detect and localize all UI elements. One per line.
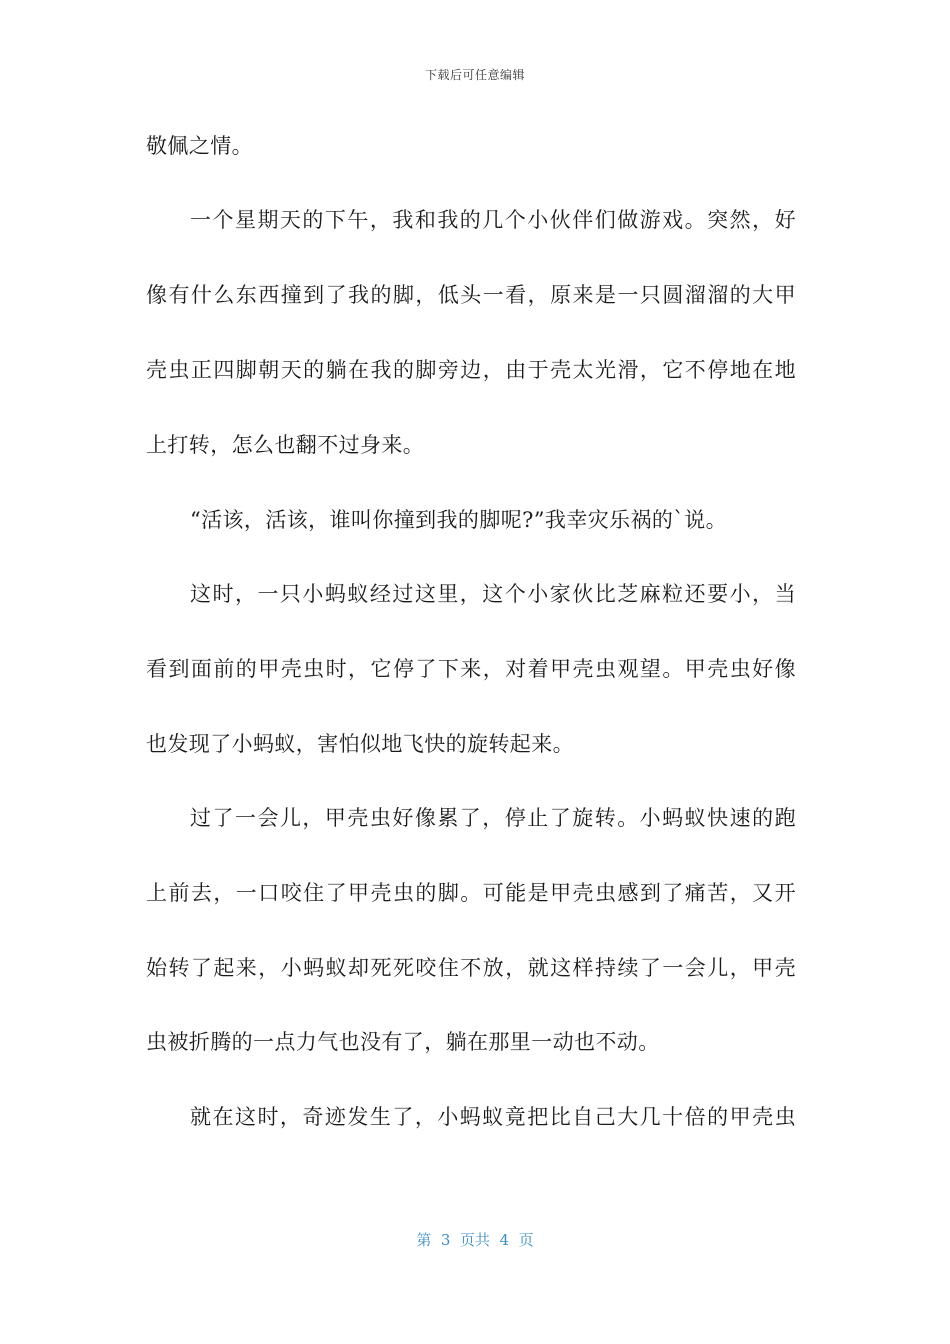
page-header: 下载后可任意编辑 [424,68,525,82]
text-line: 上打转，怎么也翻不过身来。 [146,433,425,457]
text-line: 像有什么东西撞到了我的脚，低头一看，原来是一只圆溜溜的大甲 [146,283,796,307]
text-line: 看到面前的甲壳虫时，它停了下来，对着甲壳虫观望。甲壳虫好像 [146,657,796,681]
text-line: 就在这时，奇迹发生了，小蚂蚁竟把比自己大几十倍的甲壳虫 [190,1105,796,1129]
text-line: 始转了起来，小蚂蚁却死死咬住不放，就这样持续了一会儿，甲壳 [146,956,796,980]
page-number-footer: 第 3 页共 4 页 [416,1231,534,1249]
text-line: 上前去，一口咬住了甲壳虫的脚。可能是甲壳虫感到了痛苦，又开 [146,881,796,905]
text-line: 过了一会儿，甲壳虫好像累了，停止了旋转。小蚂蚁快速的跑 [190,806,796,830]
text-line: 一个星期天的下午，我和我的几个小伙伴们做游戏。突然，好 [190,208,796,232]
text-line: “活该，活该，谁叫你撞到我的脚呢?”我幸灾乐祸的`说。 [190,508,728,532]
text-line: 虫被折腾的一点力气也没有了，躺在那里一动也不动。 [146,1030,660,1054]
text-line: 这时，一只小蚂蚁经过这里，这个小家伙比芝麻粒还要小，当 [190,582,796,606]
text-line: 壳虫正四脚朝天的躺在我的脚旁边，由于壳太光滑，它不停地在地 [146,358,796,382]
text-line: 敬佩之情。 [146,134,253,158]
text-line: 也发现了小蚂蚁，害怕似地飞快的旋转起来。 [146,732,574,756]
